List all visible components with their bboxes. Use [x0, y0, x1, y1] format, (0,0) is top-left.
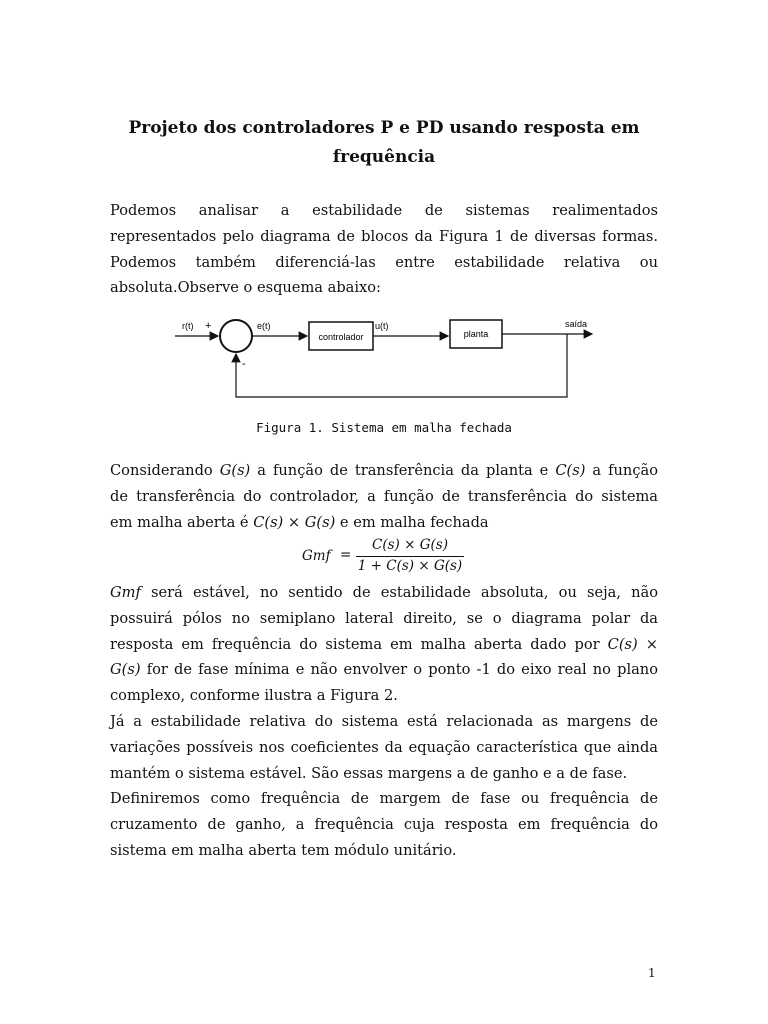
closed-loop-formula — [300, 537, 480, 577]
text-line: possuirá pólos no semiplano lateral direito, se o diagrama polar da — [110, 609, 658, 627]
paragraph-absolute-stability — [110, 580, 658, 709]
text-line: absoluta.Observe o esquema abaixo: — [110, 279, 381, 297]
text-line: sistema em malha aberta tem módulo unitário. — [110, 841, 457, 859]
text-line: resposta em frequência do sistema em malha aberta dado por C(s) × — [110, 635, 658, 653]
text-line: de transferência do controlador, a função de transferência do sistema — [110, 487, 658, 505]
figure-caption: Figura 1. Sistema em malha fechada — [256, 420, 512, 435]
error-label: e(t) — [257, 321, 271, 331]
controller-label: controlador — [318, 332, 364, 342]
page-title: Projeto dos controladores P e PD usando resposta em frequência — [128, 118, 640, 167]
math-gmf: Gmf — [110, 584, 141, 601]
formula-denominator: 1 + C(s) × G(s) — [357, 558, 463, 574]
formula-lhs: Gmf — [302, 548, 331, 564]
fraction-bar — [356, 556, 464, 557]
text-line: G(s) for de fase mínima e não envolver o ponto -1 do eixo real no plano — [110, 661, 658, 679]
text-line: Já a estabilidade relativa do sistema está relacionada as margens de — [110, 713, 658, 730]
text-line: em malha aberta é C(s) × G(s) e em malha fechada — [110, 513, 489, 531]
math-open-loop: C(s) × G(s) — [253, 513, 336, 531]
page-number: 1 — [648, 966, 656, 980]
text-line: Podemos também diferenciá-las entre estabilidade relativa ou — [110, 253, 658, 271]
plant-label: planta — [463, 329, 489, 339]
text-line: Gmf será estável, no sentido de estabilidade absoluta, ou seja, não — [110, 584, 658, 601]
text-line: complexo, conforme ilustra a Figura 2. — [110, 687, 398, 705]
input-label: r(t) — [182, 321, 194, 331]
math-c-of-s: C(s) — [555, 462, 586, 479]
text-line: Podemos analisar a estabilidade de sistemas realimentados — [110, 202, 658, 219]
text-line: Definiremos como frequência de margem de fase ou frequência de — [110, 790, 658, 807]
formula-numerator: C(s) × G(s) — [372, 537, 448, 553]
math-g-of-s: G(s) — [110, 661, 141, 679]
paragraph-intro — [110, 198, 658, 301]
plus-sign: + — [205, 320, 212, 332]
text-line: Considerando G(s) a função de transferência da planta e C(s) a função — [110, 462, 658, 479]
block-diagram — [170, 310, 600, 405]
summing-junction — [220, 320, 252, 352]
text-line: variações possíveis nos coeficientes da equação característica que ainda — [110, 738, 658, 756]
math-c-of-s-times: C(s) × — [607, 635, 658, 653]
paragraph-relative-stability — [110, 709, 658, 786]
text-line: mantém o sistema estável. São essas margens a de ganho e a de fase. — [110, 764, 628, 782]
minus-sign: - — [242, 358, 246, 370]
formula-equals: = — [340, 547, 352, 563]
paragraph-phase-margin — [110, 786, 658, 863]
paragraph-transfer-functions — [110, 458, 658, 535]
feedback-path — [236, 334, 567, 397]
control-label: u(t) — [375, 321, 389, 331]
math-g-of-s: G(s) — [219, 462, 251, 479]
text-line: representados pelo diagrama de blocos da Figura 1 de diversas formas. — [110, 227, 658, 245]
output-label: saída — [565, 319, 588, 329]
text-line: cruzamento de ganho, a frequência cuja resposta em frequência do — [110, 815, 658, 833]
